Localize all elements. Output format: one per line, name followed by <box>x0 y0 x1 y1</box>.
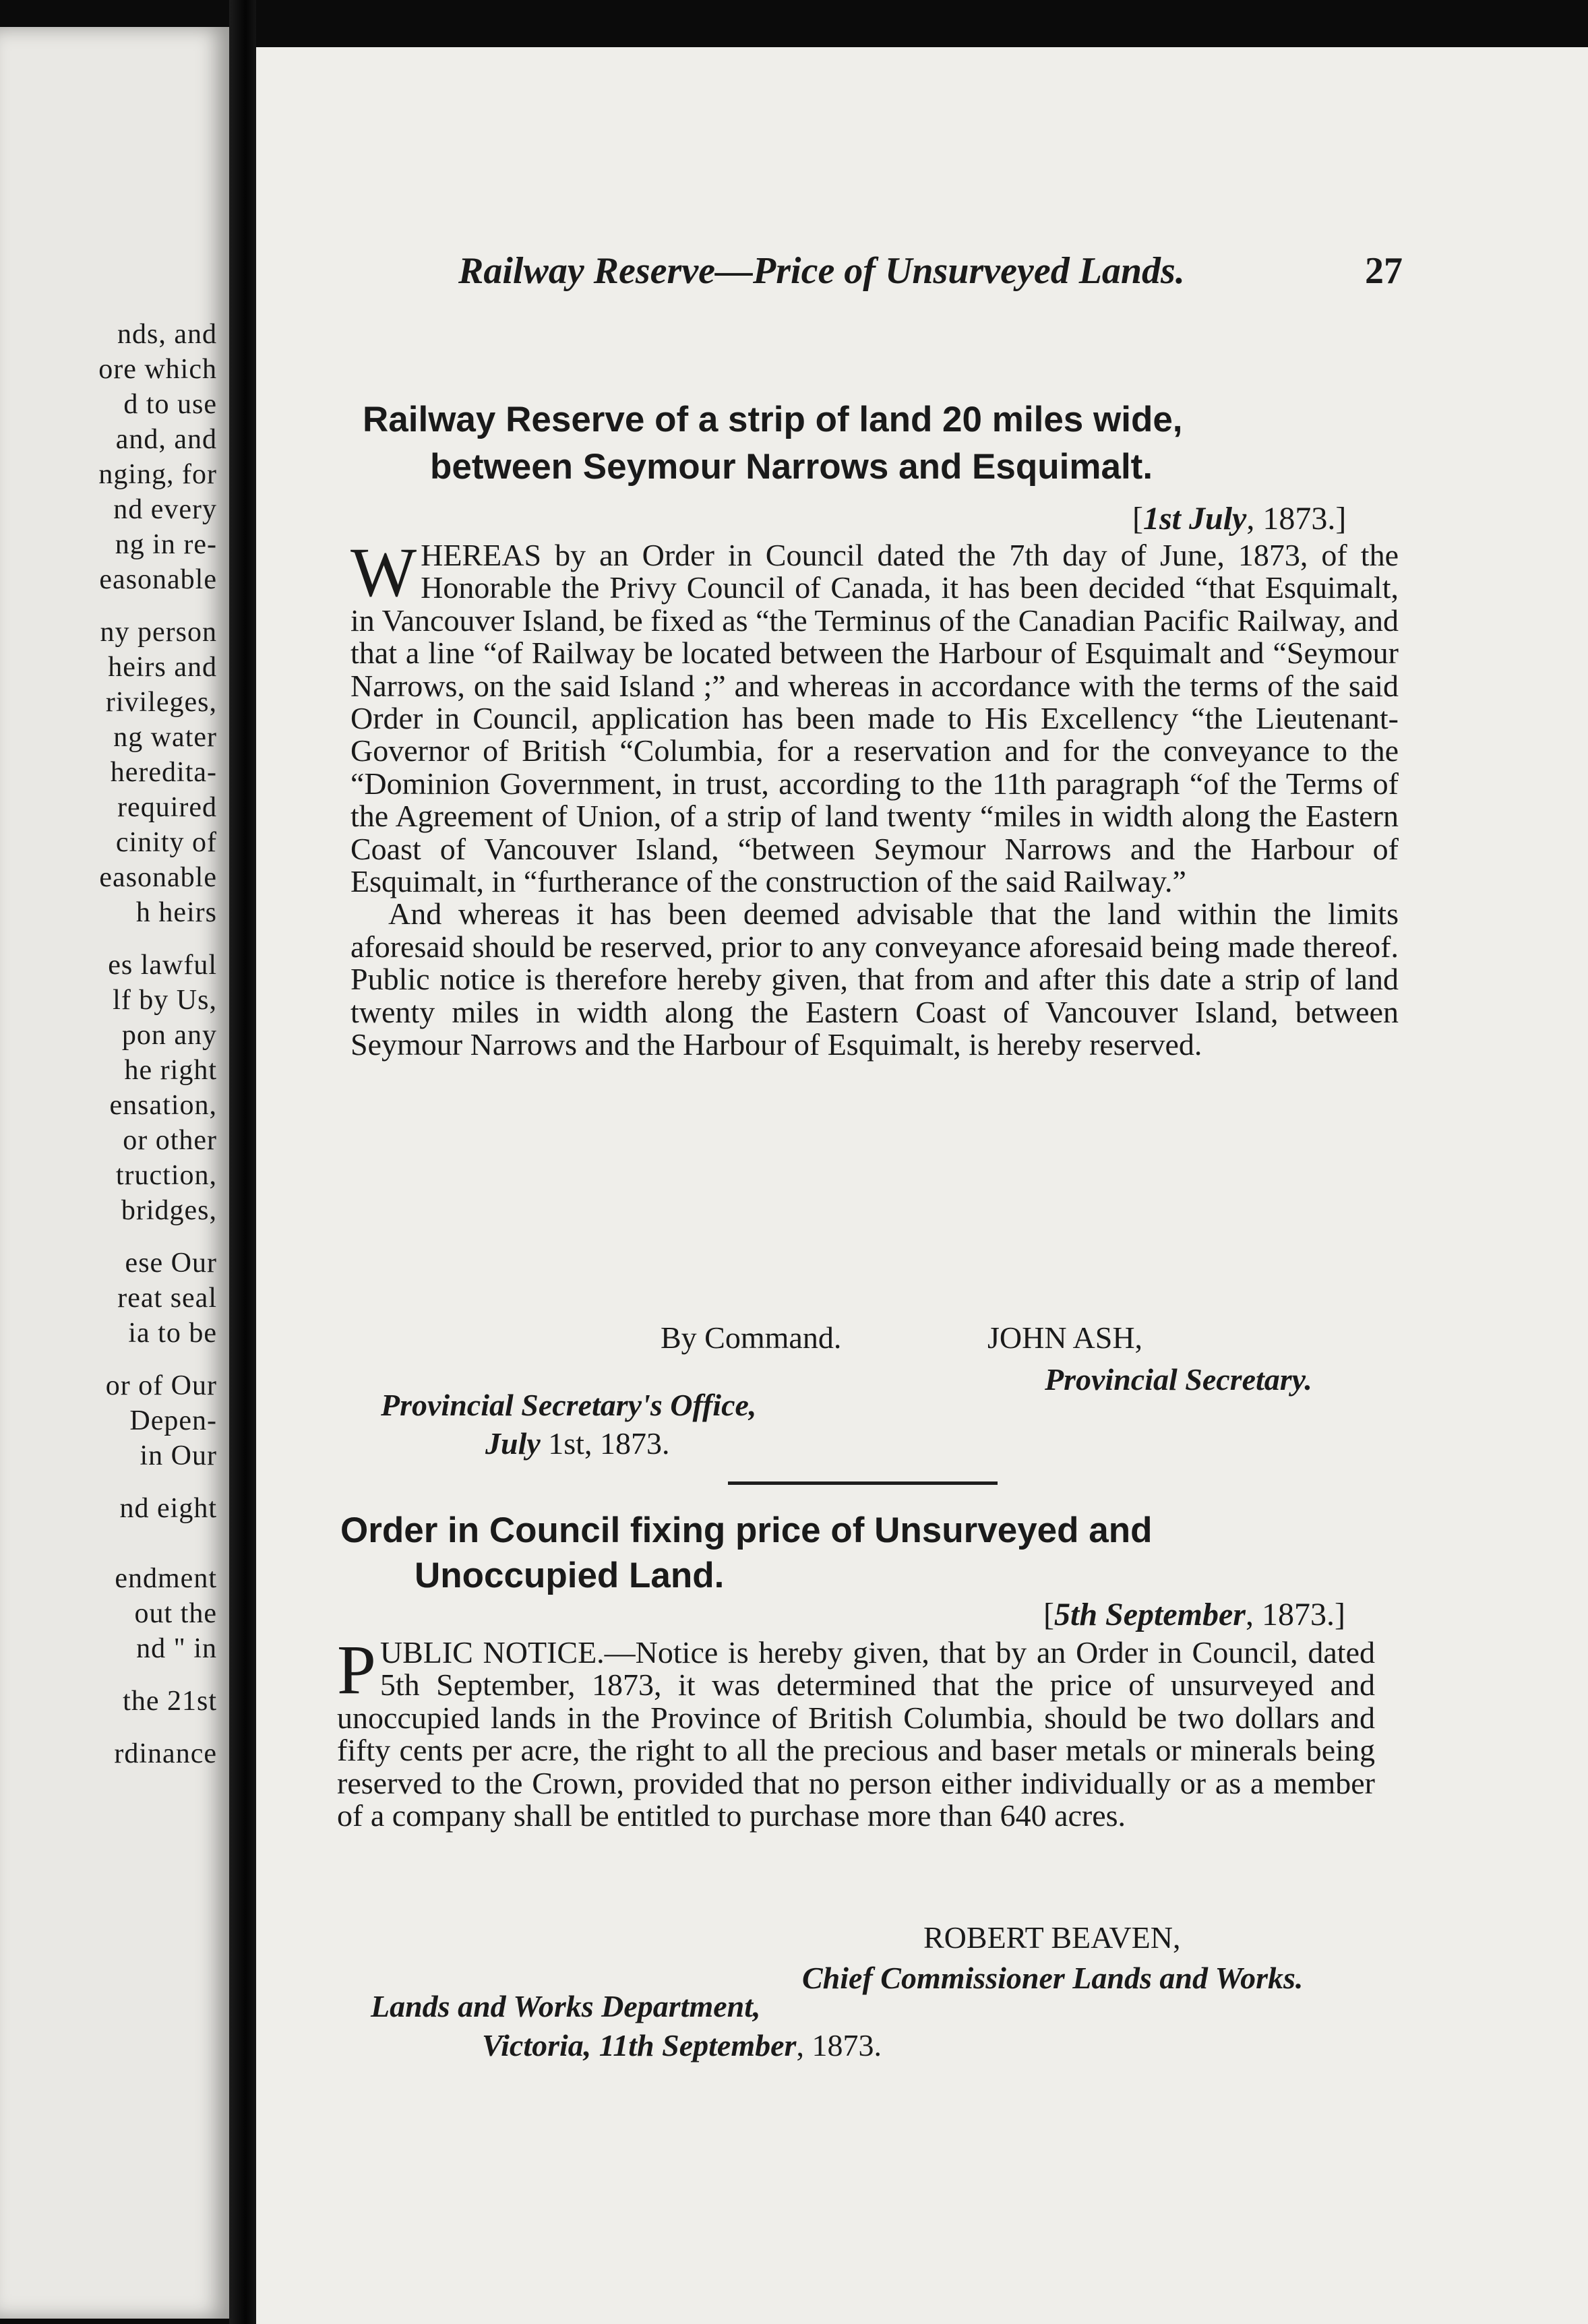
page-number: 27 <box>1365 250 1403 292</box>
left-page-line: nd " in <box>136 1633 217 1664</box>
left-page-line: nds, and <box>117 319 217 350</box>
section2-signatory: ROBERT BEAVEN, <box>923 1920 1181 1955</box>
left-page-line: rivileges, <box>105 687 217 718</box>
book-gutter <box>229 0 256 2324</box>
left-page-line: easonable <box>99 564 217 595</box>
left-page-fragment <box>0 27 229 2319</box>
left-page-line: required <box>117 792 217 823</box>
left-page-line: out the <box>134 1598 217 1629</box>
left-page-line: nd every <box>113 494 217 525</box>
left-page-line: in Our <box>140 1440 217 1471</box>
section2-paragraph1: PUBLIC NOTICE.—Notice is hereby given, that by an Order in Council, dated 5th September, 1873, it was determined that the price of unsurveyed and unoccupied lands in the Province of British Columbia, should be two dollars and fifty cents per acre, the right to all the precious and baser metals or minerals being reserved to the Crown, provided that no person either individually or as a member of a company shall be entitled to purchase more than 640 acres. <box>337 1631 1375 1833</box>
left-page-line: cinity of <box>115 827 217 858</box>
section1-office: Provincial Secretary's Office, <box>381 1388 757 1422</box>
left-page-line: es lawful <box>108 950 217 981</box>
section2-title-line2: Unoccupied Land. <box>415 1556 725 1595</box>
dropcap-p: P <box>337 1631 376 1709</box>
section1-paragraph2: And whereas it has been deemed advisable that the land within the limits aforesaid should be reserved, prior to any conveyance aforesaid being made thereof. Public notice is therefore hereby given, that from and after this date a strip of land twenty miles in width along the Eastern Coast of Vancouver Island, between Seymour Narrows and the Harbour of Esquimalt, is hereby reserved. <box>350 896 1399 1062</box>
section1-title-line2: between Seymour Narrows and Esquimalt. <box>430 447 1153 487</box>
left-page-line: ng in re- <box>115 529 217 560</box>
left-page-line: ia to be <box>128 1318 217 1349</box>
left-page-line: the 21st <box>123 1686 217 1717</box>
left-page-line: ensation, <box>109 1090 217 1121</box>
left-page-line: ng water <box>113 722 217 753</box>
section2-signatory-title: Chief Commissioner Lands and Works. <box>802 1961 1304 1995</box>
left-page-line: nd eight <box>119 1493 217 1524</box>
left-page-line: reat seal <box>117 1283 217 1314</box>
left-page-line: truction, <box>115 1160 217 1191</box>
left-page-line: easonable <box>99 862 217 893</box>
section1-signatory: JOHN ASH, <box>987 1320 1143 1355</box>
left-page-line: and, and <box>115 424 217 455</box>
section1-office-date: July 1st, 1873. <box>485 1426 670 1461</box>
left-page-line: ny person <box>100 617 217 648</box>
right-page <box>256 47 1588 2324</box>
left-page-line: ore which <box>98 354 217 385</box>
left-page-line: pon any <box>121 1020 217 1051</box>
section-divider-rule <box>728 1481 998 1485</box>
section2-dept: Lands and Works Department, <box>371 1989 761 2023</box>
section1-signatory-title: Provincial Secretary. <box>1045 1362 1312 1397</box>
section2-date: [5th September, 1873.] <box>1043 1597 1345 1632</box>
left-page-line: or of Our <box>105 1370 217 1401</box>
left-page-line: h heirs <box>135 897 217 928</box>
left-page-line: he right <box>124 1055 217 1086</box>
left-page-line: d to use <box>123 389 217 420</box>
left-page-line: bridges, <box>121 1195 217 1226</box>
section1-date: [1st July, 1873.] <box>1132 501 1347 537</box>
section1-title-line1: Railway Reserve of a strip of land 20 miles wide, <box>363 400 1183 439</box>
section2-body <box>337 1631 1375 1833</box>
left-page-line: heredita- <box>110 757 217 788</box>
section1-body <box>350 534 1399 1062</box>
running-head <box>458 249 1588 293</box>
left-page-line: Depen- <box>129 1405 217 1436</box>
left-page-line: rdinance <box>114 1738 217 1769</box>
left-page-line: or other <box>123 1125 217 1156</box>
running-head-title: Railway Reserve—Price of Unsurveyed Lands. <box>458 250 1185 292</box>
left-page-line: ese Our <box>125 1248 217 1279</box>
left-page-line: heirs and <box>108 652 217 683</box>
section1-paragraph1: WHEREAS by an Order in Council dated the 7th day of June, 1873, of the Honorable the Privy Council of Canada, it has been decided “that Esquimalt, in Vancouver Island, be fixed as “the Terminus of the Canadian Pacific Railway, and that a line “of Railway be located between the Harbour of Esquimalt and “Seymour Narrows, on the said Island ;” and whereas in accordance with the terms of the said Order in Council, application has been made to His Excellency “the Lieutenant-Governor of British “Columbia, for a reservation and for the conveyance to the “Dominion Government, in trust, according to the 11th paragraph “of the Terms of the Agreement of Union, of a strip of land twenty “miles in width along the Eastern Coast of Vancouver Island, “between Seymour Narrows and the Harbour of Esquimalt, in “furtherance of the construction of the said Railway.” <box>350 534 1399 899</box>
by-command: By Command. <box>661 1320 842 1355</box>
left-page-line: nging, for <box>98 459 217 490</box>
left-page-line: lf by Us, <box>113 985 217 1016</box>
left-page-line: endment <box>115 1563 217 1594</box>
section2-title-line1: Order in Council fixing price of Unsurveyed and <box>340 1510 1153 1550</box>
dropcap-w: W <box>350 534 417 611</box>
section2-dept-date: Victoria, 11th September, 1873. <box>482 2028 882 2062</box>
